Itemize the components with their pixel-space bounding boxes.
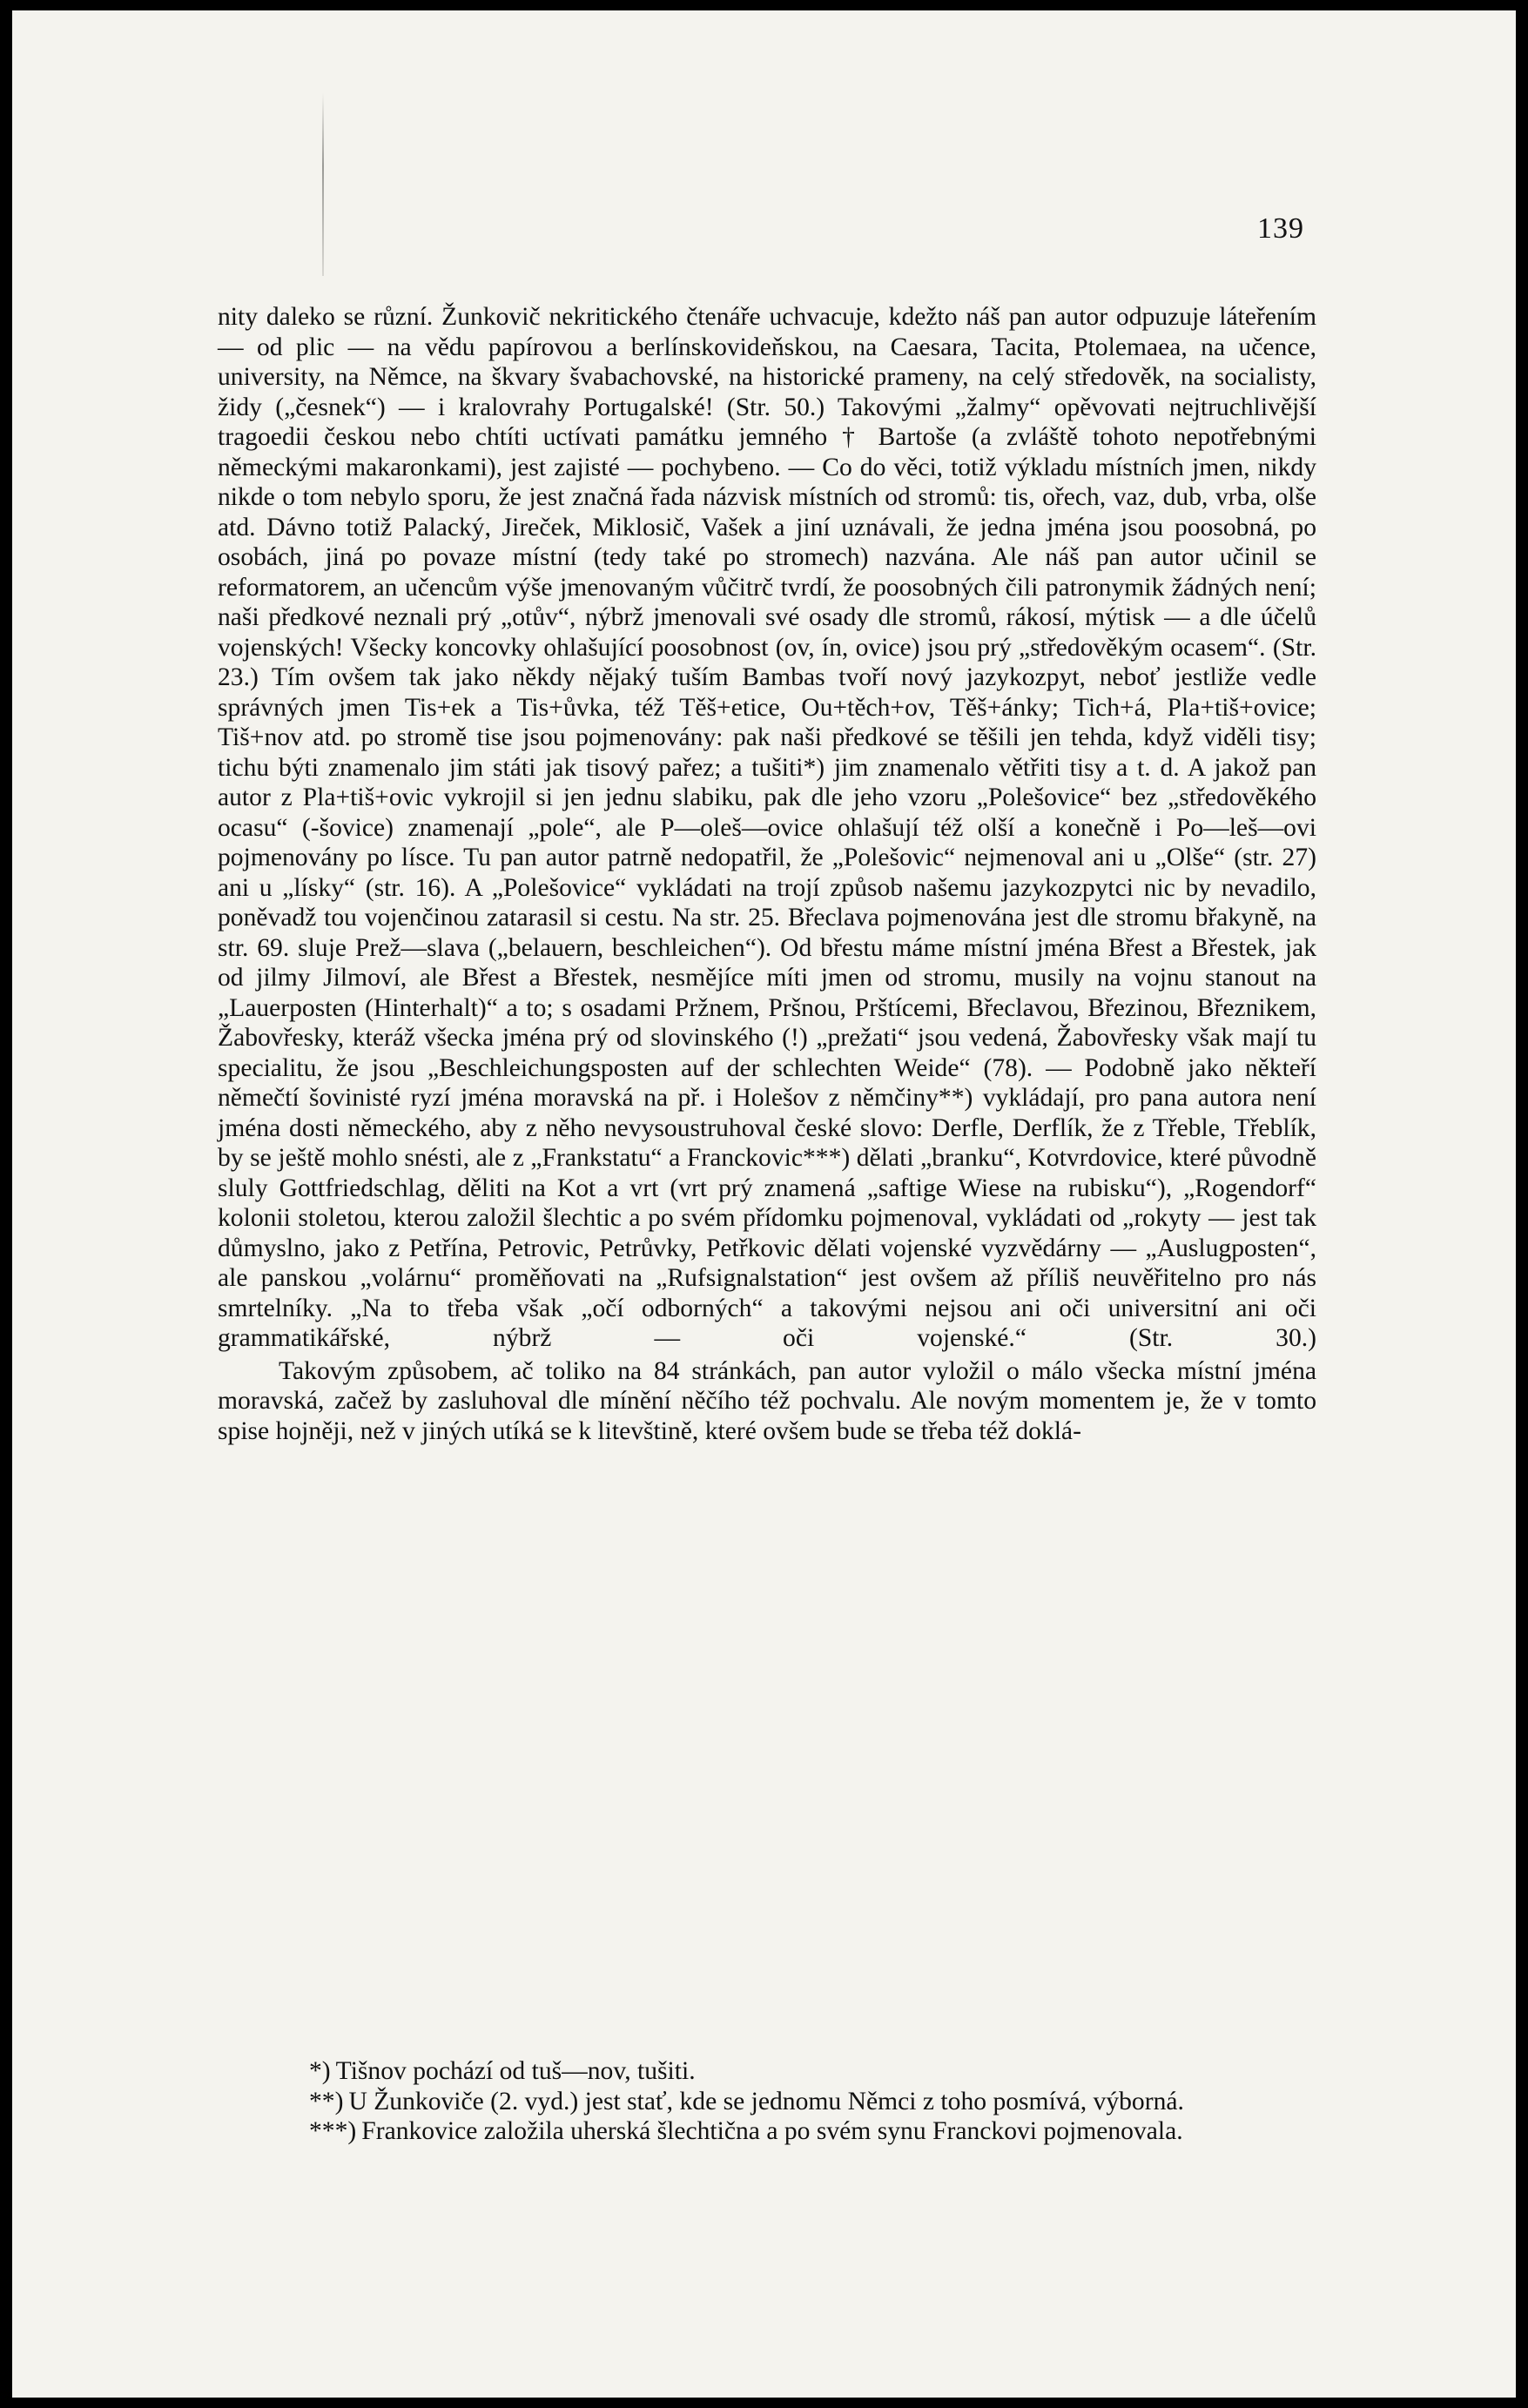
main-text — [218, 302, 1316, 1446]
footnote-text: Tišnov pochází od tuš—nov, tušiti. — [335, 2057, 696, 2085]
paragraph: Takovým způsobem, ač toliko na 84 stránkách, pan autor vyložil o málo všecka místní jména moravská, začež by zasluhoval dle mínění něčího též pochvalu. Ale novým momentem je, že v tomto spise hojněji, než v jiných utíká se k litevštině, které ovšem bude se třeba též doklá- — [218, 1356, 1316, 1445]
footnote-mark: ***) — [309, 2117, 357, 2145]
footnote — [218, 2116, 1316, 2147]
scan-artifact-line — [322, 93, 324, 276]
book-page — [12, 10, 1516, 2398]
page-number: 139 — [1257, 212, 1304, 245]
footnote — [218, 2056, 1316, 2087]
footnote-mark: *) — [309, 2057, 331, 2085]
footnote-text: U Žunkoviče (2. vyd.) jest stať, kde se jednomu Němci z toho posmívá, výborná. — [348, 2087, 1184, 2115]
footnote — [218, 2087, 1316, 2117]
footnote-mark: **) — [309, 2087, 344, 2115]
footnotes — [218, 2056, 1316, 2147]
footnote-text: Frankovice založila uherská šlechtična a po svém synu Franckovi pojmenovala. — [361, 2117, 1183, 2145]
paragraph: nity daleko se různí. Žunkovič nekritického čtenáře uchvacuje, kdežto náš pan autor odpuzuje láteřením — od plic — na vědu papírovou a berlínskovideňskou, na Caesara, Tacita, Ptolemaea, na učence, university, na Němce, na škvary švabachovské, na historické prameny, na celý středověk, na socialisty, židy („česnek“) — i kralovrahy Portugalské! (Str. 50.) Takovými „žalmy“ opěvovati nejtruchlivější tragoedii českou nebo chtíti uctívati památku jemného † Bartoše (a zvláště tohoto nepotřebnými německými makaronkami), jest zajisté — pochybeno. — Co do věci, totiž výkladu místních jmen, nikdy nikde o tom nebylo sporu, že jest značná řada názvisk místních od stromů: tis, ořech, vaz, dub, vrba, olše atd. Dávno totiž Palacký, Jireček, Miklosič, Vašek a jiní uznávali, že jedna jména jsou poosobná, po osobách, jiná po povaze místní (tedy také po stromech) nazvána. Ale náš pan autor učinil se reformatorem, an učencům výše jmenovaným vůčitrč tvrdí, že poosobných čili patronymik žádných není; naši předkové neznali prý „otův“, nýbrž jmenovali své osady dle stromů, rákosí, mýtisk — a dle účelů vojenských! Všecky koncovky ohlašující poosobnost (ov, ín, ovice) jsou prý „středověkým ocasem“. (Str. 23.) Tím ovšem tak jako někdy nějaký tuším Bambas tvoří nový jazykozpyt, neboť jestliže vedle správných jmen Tis+ek a Tis+ůvka, též Těš+etice, Ou+těch+ov, Těš+ánky; Tich+á, Pla+tiš+ovice; Tiš+nov atd. po stromě tise jsou pojmenovány: pak naši předkové se těšili jen tehda, když viděli tisy; tichu býti znamenalo jim státi jak tisový pařez; a tušiti*) jim znamenalo větřiti tisy a t. d. A jakož pan autor z Pla+tiš+ovic vykrojil si jen jednu slabiku, pak dle jeho vzoru „Polešovice“ bez „středověkého ocasu“ (-šovice) znamenají „pole“, ale P—oleš—ovice ohlašují též olší a konečně i Po—leš—ovi pojmenovány po lísce. Tu pan autor patrně nedopatřil, že „Polešovic“ nejmenoval ani u „Olše“ (str. 27) ani u „lísky“ (str. 16). A „Polešovice“ vykládati na trojí způsob našemu jazykozpytci nic by nevadilo, poněvadž tou vojenčinou zatarasil si cestu. Na str. 25. Břeclava pojmenována jest dle stromu břakyně, na str. 69. sluje Prež—slava („belauern, beschleichen“). Od břestu máme místní jména Břest a Břestek, jak od jilmy Jilmoví, ale Břest a Břestek, nesmějíce míti jmen od stromu, musily na vojnu stanout na „Lauerposten (Hinterhalt)“ a to; s osadami Pržnem, Pršnou, Prštícemi, Břeclavou, Březinou, Březnikem, Žabovřesky, kteráž všecka jména prý od slovinského (!) „prežati“ jsou vedená, Žabovřesky však mají tu specialitu, že jsou „Beschleichungsposten auf der schlechten Weide“ (78). — Podobně jako někteří němečtí šovinisté ryzí jména moravská na př. i Holešov z němčiny**) vykládají, pro pana autora není jména dosti německého, aby z něho nevysoustruhoval české slovo: Derfle, Derflík, že z Třeble, Třeblík, by se ještě mohlo snésti, ale z „Frankstatu“ a Franckovic***) dělati „branku“, Kotvrdovice, které původně sluly Gottfriedschlag, děliti na Kot a vrt (vrt prý znamená „saftige Wiese na rubisku“), „Rogendorf“ kolonii stoletou, kterou založil šlechtic a po svém přídomku pojmenoval, vykládati od „rokyty — jest tak důmyslno, jako z Petřína, Petrovic, Petrůvky, Petřkovic dělati vojenské vyzvědárny — „Auslugposten“, ale panskou „volárnu“ proměňovati na „Rufsignalstation“ jest ovšem až příliš neuvěřitelno pro nás smrtelníky. „Na to třeba však „očí odborných“ a takovými nejsou ani oči universitní ani oči grammatikářské, nýbrž — oči vojenské.“ (Str. 30.) — [218, 303, 1316, 1352]
